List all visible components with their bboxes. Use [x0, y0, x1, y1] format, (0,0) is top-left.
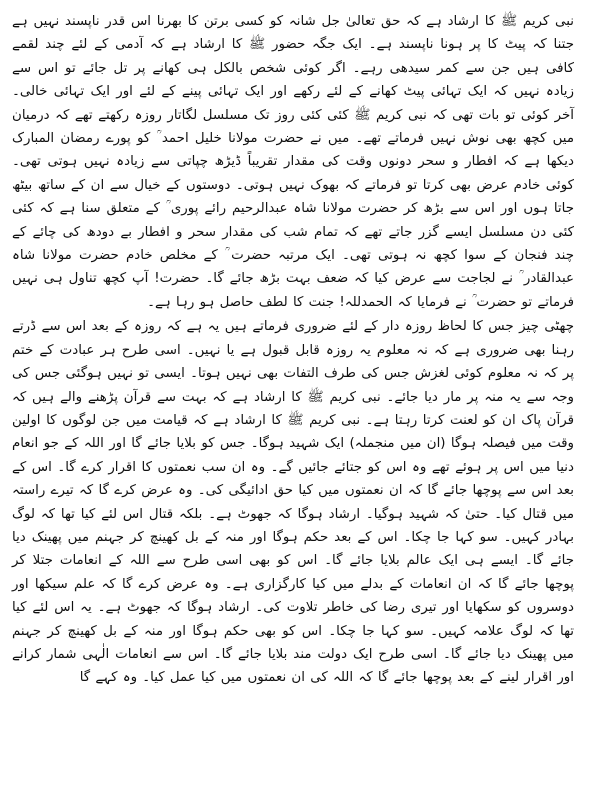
paragraph-fasting-moderation: نبی کریم ﷺ کا ارشاد ہے کہ حق تعالیٰ جل شانہ کو کسی برتن کا بھرنا اس قدر ناپسند نہیں ہے جتنا کہ پیٹ کا پر ہونا ناپسند ہے۔ ایک جگہ حضور ﷺ کا ارشاد ہے کہ آدمی کے لئے چند لقمے کافی ہیں جن سے کمر سیدھی رہے۔ اگر کوئی شخص بالکل ہی کھانے پر تل جائے تو اس سے زیادہ نہیں کہ ایک تہائی پیٹ کھانے کے لئے رکھے اور ایک تہائی پینے کے لئے اور ایک تہائی خالی۔ آخر کوئی تو بات تھی کہ نبی کریم ﷺ کئی کئی روز تک مسلسل لگاتار روزہ رکھتے تھے کہ درمیان میں کچھ بھی نوش نہیں فرماتے تھے۔ میں نے حضرت مولانا خلیل احمد ؒ کو پورے رمضان المبارک دیکھا ہے کہ افطار و سحر دونوں وقت کی مقدار تقریباً ڈیڑھ چپاتی سے زیادہ نہیں ہوتی تھی۔ کوئی خادم عرض بھی کرتا تو فرماتے کہ بھوک نہیں ہوتی۔ دوستوں کے خیال سے ان کے ساتھ بیٹھ جاتا ہوں اور اس سے بڑھ کر حضرت مولانا شاہ عبدالرحیم رائے پوری ؒ کے متعلق سنا ہے کہ کئی کئی دن مسلسل ایسے گزر جاتے تھے کہ تمام شب کی مقدار سحر و افطار بے دودھ کی چائے کے چند فنجان کے سوا کچھ نہ ہوتی تھی۔ ایک مرتبہ حضرت ؒ کے مخلص خادم حضرت مولانا شاہ عبدالقادر ؒ نے لجاجت سے عرض کیا کہ ضعف بہت بڑھ جائے گا۔ حضرت! آپ کچھ تناول ہی نہیں فرماتے تو حضرت ؒ نے فرمایا کہ الحمدللہ! جنت کا لطف حاصل ہو رہا ہے۔ — [12, 14, 574, 310]
paragraph-fear-after-fasting: چھٹی چیز جس کا لحاظ روزہ دار کے لئے ضروری فرماتے ہیں یہ ہے کہ روزہ کے بعد اس سے ڈرتے رہنا بھی ضروری ہے کہ نہ معلوم یہ روزہ قابل قبول ہے یا نہیں۔ اسی طرح ہر عبادت کے ختم پر کہ نہ معلوم کوئی لغزش جس کی طرف التفات بھی نہیں ہوتا۔ ایسی تو نہیں ہوگئی جس کی وجہ سے یہ منہ پر مار دیا جائے۔ نبی کریم ﷺ کا ارشاد ہے کہ بہت سے قرآن پڑھنے والے ہیں کہ قرآن پاک ان کو لعنت کرتا رہتا ہے۔ نبی کریم ﷺ کا ارشاد ہے کہ قیامت میں جن لوگوں کا اولین وقت میں فیصلہ ہوگا (ان میں منجملہ) ایک شہید ہوگا۔ جس کو بلایا جائے گا اور اللہ کے جو انعام دنیا میں اس پر ہوئے تھے وہ اس کو جتائے جائیں گے۔ وہ ان سب نعمتوں کا اقرار کرے گا۔ اس کے بعد اس سے پوچھا جائے گا کہ ان نعمتوں میں کیا حق ادائیگی کی۔ وہ عرض کرے گا کہ تیرے راستہ میں قتال کیا۔ حتیٰ کہ شہید ہوگیا۔ ارشاد ہوگا کہ جھوٹ ہے۔ بلکہ قتال اس لئے کیا تھا کہ لوگ بہادر کہیں۔ سو کہا جا چکا۔ اس کے بعد حکم ہوگا اور منہ کے بل کھینچ کر جہنم میں پھینک دیا جائے گا۔ ایسے ہی ایک عالم بلایا جائے گا۔ اس کو بھی اسی طرح سے اللہ کے انعامات جتلا کر پوچھا جائے گا کہ ان انعامات کے بدلے میں کیا کارگزاری ہے۔ وہ عرض کرے گا کہ علم سیکھا اور دوسروں کو سکھایا اور تیری رضا کی خاطر تلاوت کی۔ ارشاد ہوگا کہ جھوٹ ہے۔ یہ اس لئے کیا تھا کہ لوگ علامہ کہیں۔ سو کہا جا چکا۔ اس کو بھی حکم ہوگا اور منہ کے بل کھینچ کر جہنم میں پھینک دیا جائے گا۔ اسی طرح ایک دولت مند بلایا جائے گا۔ اس سے انعامات الٰہی شمار کرانے اور اقرار لینے کے بعد پوچھا جائے گا کہ اللہ کی ان نعمتوں میں کیا عمل کیا۔ وہ کہے گا — [12, 319, 574, 686]
